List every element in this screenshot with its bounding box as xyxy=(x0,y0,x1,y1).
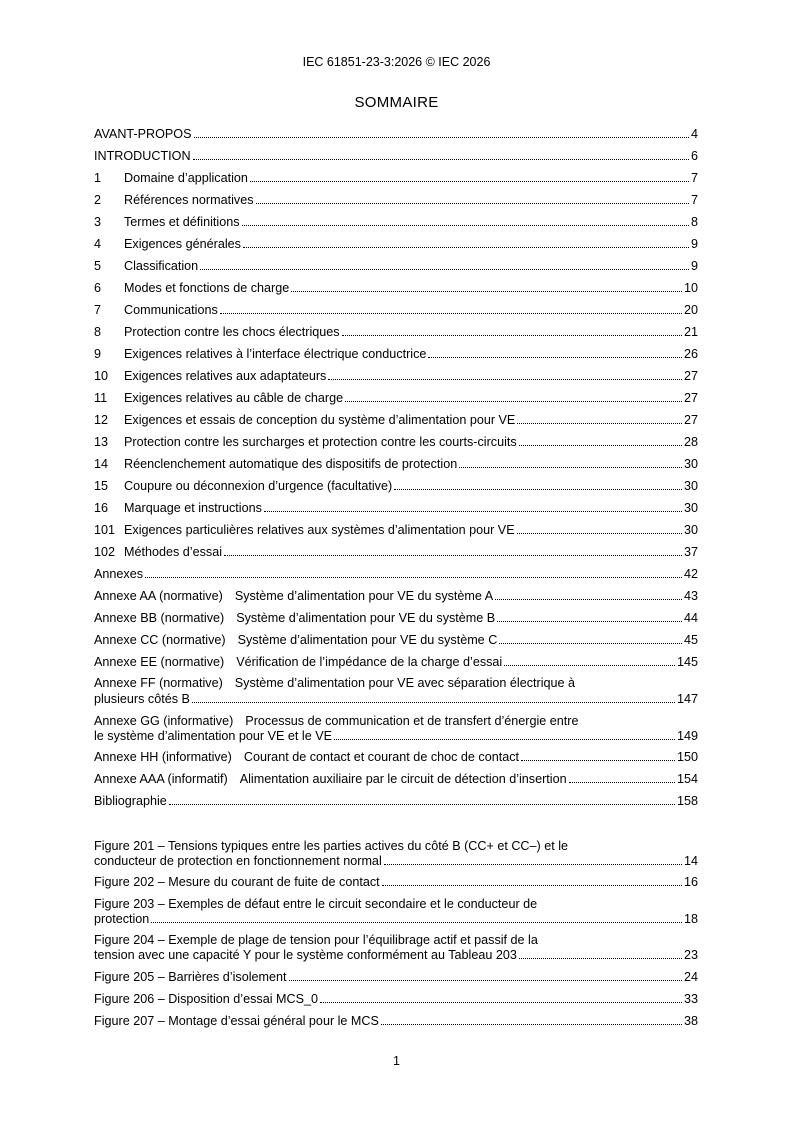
toc-page-number: 9 xyxy=(690,237,698,251)
dot-leader xyxy=(328,378,682,380)
dot-leader xyxy=(521,759,675,761)
toc-page-number: 38 xyxy=(683,1014,698,1028)
dot-leader xyxy=(382,884,682,886)
figure-title-cont: tension avec une capacité Y pour le système conformément au Tableau 203 xyxy=(94,948,517,962)
toc-page-number: 45 xyxy=(683,633,698,647)
toc-page-number: 27 xyxy=(683,369,698,383)
figure-title: Figure 202 – Mesure du courant de fuite de contact xyxy=(94,875,380,889)
toc-clause-number: 15 xyxy=(94,479,109,493)
toc-page-number: 4 xyxy=(690,127,698,141)
dot-leader xyxy=(194,136,689,138)
toc-annex-title: Alimentation auxiliaire par le circuit de détection d’insertion xyxy=(239,772,567,786)
figure-title: Figure 206 – Disposition d’essai MCS_0 xyxy=(94,992,319,1006)
toc-entry-annex[interactable] xyxy=(94,611,698,633)
dot-leader xyxy=(192,701,675,703)
dot-leader xyxy=(200,268,689,270)
toc-page-number: 30 xyxy=(683,479,698,493)
dot-leader xyxy=(517,532,682,534)
toc-page-number: 7 xyxy=(690,193,698,207)
dot-leader xyxy=(320,1001,682,1003)
toc-entry[interactable] xyxy=(94,149,698,171)
toc-annexes xyxy=(94,567,698,677)
toc-clause-number: 10 xyxy=(94,369,109,383)
toc-entry-annex[interactable] xyxy=(94,794,698,816)
toc-annex-label: Annexe GG (informative) xyxy=(94,714,234,728)
dot-leader xyxy=(504,664,675,666)
toc-page-number: 8 xyxy=(690,215,698,229)
toc-entry[interactable] xyxy=(94,259,698,281)
toc-clause-number: 16 xyxy=(94,501,109,515)
toc-annex-title-cont: le système d’alimentation pour VE et le VE xyxy=(94,729,333,743)
dot-leader xyxy=(519,957,682,959)
toc-entry[interactable] xyxy=(94,413,698,435)
toc-page-number: 27 xyxy=(683,413,698,427)
dot-leader xyxy=(334,738,675,740)
toc-page-number: 6 xyxy=(690,149,698,163)
toc-clause-title: Exigences générales xyxy=(124,237,241,251)
toc-clause-number: 14 xyxy=(94,457,109,471)
dot-leader xyxy=(428,356,682,358)
toc-page-number: 24 xyxy=(683,970,698,984)
toc-entry-annex[interactable] xyxy=(94,567,698,589)
figure-title: Figure 207 – Montage d’essai général pour le MCS xyxy=(94,1014,379,1028)
toc-annex-label: Annexes xyxy=(94,567,144,581)
toc-entry[interactable] xyxy=(94,237,698,259)
toc-annex-label: Annexe BB (normative) xyxy=(94,611,225,625)
toc-main xyxy=(94,127,698,567)
toc-clause-number: 2 xyxy=(94,193,102,207)
toc-annex-label: Annexe HH (informative) xyxy=(94,750,232,764)
toc-page-number: 145 xyxy=(676,655,698,669)
toc-annex-title: Système d’alimentation pour VE du système B xyxy=(236,611,496,625)
dot-leader xyxy=(342,334,682,336)
toc-annex-title: Système d’alimentation pour VE avec séparation électrique à xyxy=(234,676,576,690)
toc-clause-number: 6 xyxy=(94,281,102,295)
toc-entry[interactable] xyxy=(94,457,698,479)
toc-entry[interactable] xyxy=(94,523,698,545)
toc-page-number: 26 xyxy=(683,347,698,361)
toc-clause-title: Classification xyxy=(124,259,199,273)
toc-clause-title: Exigences et essais de conception du système d’alimentation pour VE xyxy=(124,413,516,427)
toc-page-number: 154 xyxy=(676,772,698,786)
toc-page-number: 10 xyxy=(683,281,698,295)
toc-entry-annex[interactable] xyxy=(94,633,698,655)
toc-entry[interactable] xyxy=(94,303,698,325)
figure-title-cont: protection xyxy=(94,912,150,926)
toc-entry[interactable] xyxy=(94,193,698,215)
toc-clause-title: Exigences relatives à l’interface électrique conductrice xyxy=(124,347,427,361)
toc-clause-title: Termes et définitions xyxy=(124,215,240,229)
toc-clause-title: Domaine d’application xyxy=(124,171,248,185)
toc-entry[interactable] xyxy=(94,545,698,567)
dot-leader xyxy=(224,554,682,556)
dot-leader xyxy=(256,202,689,204)
dot-leader xyxy=(517,422,682,424)
toc-annex-label: Annexe FF (normative) xyxy=(94,676,223,690)
figure-title: Figure 201 – Tensions typiques entre les parties actives du côté B (CC+ et CC–) et le xyxy=(94,839,569,853)
toc-entry-annex[interactable] xyxy=(94,655,698,677)
toc-page-number: 158 xyxy=(676,794,698,808)
toc-entry[interactable] xyxy=(94,347,698,369)
toc-page-number: 150 xyxy=(676,750,698,764)
toc-page-number: 21 xyxy=(683,325,698,339)
toc-page-number: 30 xyxy=(683,457,698,471)
dot-leader xyxy=(495,598,682,600)
dot-leader xyxy=(459,466,682,468)
toc-annex-title-cont: plusieurs côtés B xyxy=(94,692,190,706)
toc-page-number: 30 xyxy=(683,501,698,515)
toc-entry-figure-207[interactable] xyxy=(94,1014,698,1030)
toc-annex-title: Courant de contact et courant de choc de contact xyxy=(243,750,520,764)
dot-leader xyxy=(345,400,682,402)
page-number: 1 xyxy=(393,1054,400,1068)
dot-leader xyxy=(193,158,689,160)
toc-clause-title: Protection contre les surcharges et protection contre les courts-circuits xyxy=(124,435,517,449)
dot-leader xyxy=(291,290,682,292)
dot-leader xyxy=(151,921,682,923)
toc-entry[interactable] xyxy=(94,369,698,391)
toc-page-number: 27 xyxy=(683,391,698,405)
figure-title: Figure 205 – Barrières d’isolement xyxy=(94,970,287,984)
toc-entry[interactable] xyxy=(94,127,698,149)
toc-entry-figure-201[interactable] xyxy=(94,839,698,870)
toc-clause-title: Marquage et instructions xyxy=(124,501,262,515)
dot-leader xyxy=(243,246,689,248)
dot-leader xyxy=(384,863,682,865)
toc-clause-number: 11 xyxy=(94,391,108,405)
dot-leader xyxy=(569,781,675,783)
toc-entry[interactable] xyxy=(94,391,698,413)
toc-clause-title: Méthodes d’essai xyxy=(124,545,223,559)
toc-clause-title: Exigences relatives au câble de charge xyxy=(124,391,344,405)
toc-entry[interactable] xyxy=(94,171,698,193)
dot-leader xyxy=(169,803,675,805)
toc-annex-label: Annexe CC (normative) xyxy=(94,633,226,647)
dot-leader xyxy=(394,488,682,490)
toc-clause-number: 9 xyxy=(94,347,102,361)
toc-annex-title: Système d’alimentation pour VE du système A xyxy=(234,589,494,603)
dot-leader xyxy=(242,224,689,226)
toc-annex-title: Processus de communication et de transfert d’énergie entre xyxy=(245,714,579,728)
toc-clause-title: Coupure ou déconnexion d’urgence (facultative) xyxy=(124,479,393,493)
toc-entry[interactable] xyxy=(94,435,698,457)
toc-annex-label: Annexe AAA (informatif) xyxy=(94,772,228,786)
toc-page-number: 9 xyxy=(690,259,698,273)
toc-page-number: 14 xyxy=(683,854,698,868)
toc-annex-title: Vérification de l’impédance de la charge d’essai xyxy=(236,655,503,669)
toc-clause-number: 1 xyxy=(94,171,102,185)
toc-clause-number: 101 xyxy=(94,523,116,537)
toc-clause-title: Communications xyxy=(124,303,218,317)
toc-page-number: 16 xyxy=(683,875,698,889)
toc-clause-title: Références normatives xyxy=(124,193,254,207)
toc-clause-number: 4 xyxy=(94,237,102,251)
toc-entry[interactable] xyxy=(94,215,698,237)
toc-page-number: 30 xyxy=(683,523,698,537)
toc-entry-figure-205[interactable] xyxy=(94,970,698,986)
toc-clause-title: Protection contre les chocs électriques xyxy=(124,325,340,339)
toc-entry-figure-206[interactable] xyxy=(94,992,698,1008)
toc-clause-title: AVANT-PROPOS xyxy=(94,127,192,141)
toc-annexes-2 xyxy=(94,750,698,816)
toc-page-number: 33 xyxy=(683,992,698,1006)
toc-entry-figure-204[interactable] xyxy=(94,933,698,964)
toc-page-number: 18 xyxy=(683,912,698,926)
toc-entry-figure-202[interactable] xyxy=(94,875,698,891)
toc-annex-label: Annexe AA (normative) xyxy=(94,589,223,603)
toc-page-number: 20 xyxy=(683,303,698,317)
dot-leader xyxy=(145,576,682,578)
dot-leader xyxy=(381,1023,682,1025)
toc-clause-number: 13 xyxy=(94,435,109,449)
dot-leader xyxy=(497,620,682,622)
toc-page-number: 42 xyxy=(683,567,698,581)
dot-leader xyxy=(289,979,682,981)
toc-clause-title: Réenclenchement automatique des dispositifs de protection xyxy=(124,457,458,471)
toc-page-number: 149 xyxy=(676,729,698,743)
toc-entry-annex-gg[interactable] xyxy=(94,714,698,745)
dot-leader xyxy=(250,180,689,182)
toc-entry[interactable] xyxy=(94,479,698,501)
toc-entry[interactable] xyxy=(94,281,698,303)
toc-annex-title: Système d’alimentation pour VE du système C xyxy=(237,633,498,647)
toc-clause-title: Exigences relatives aux adaptateurs xyxy=(124,369,327,383)
toc-annex-label: Bibliographie xyxy=(94,794,167,808)
page-title: SOMMAIRE xyxy=(354,94,439,111)
toc-clause-number: 8 xyxy=(94,325,102,339)
toc-entry-annex[interactable] xyxy=(94,772,698,794)
toc-clause-number: 102 xyxy=(94,545,116,559)
toc-clause-number: 3 xyxy=(94,215,102,229)
toc-clause-number: 5 xyxy=(94,259,102,273)
dot-leader xyxy=(519,444,682,446)
toc-entry-annex[interactable] xyxy=(94,589,698,611)
toc-annex-label: Annexe EE (normative) xyxy=(94,655,225,669)
document-header: IEC 61851-23-3:2026 © IEC 2026 xyxy=(302,55,491,69)
toc-clause-title: Modes et fonctions de charge xyxy=(124,281,290,295)
toc-page-number: 43 xyxy=(683,589,698,603)
toc-page-number: 23 xyxy=(683,948,698,962)
dot-leader xyxy=(220,312,682,314)
toc-page-number: 28 xyxy=(683,435,698,449)
toc-page-number: 147 xyxy=(676,692,698,706)
figure-title: Figure 203 – Exemples de défaut entre le circuit secondaire et le conducteur de xyxy=(94,897,538,911)
toc-clause-number: 7 xyxy=(94,303,102,317)
toc-clause-title: Exigences particulières relatives aux systèmes d’alimentation pour VE xyxy=(124,523,515,537)
toc-entry-annex-ff[interactable] xyxy=(94,676,698,708)
dot-leader xyxy=(264,510,682,512)
toc-entry-figure-203[interactable] xyxy=(94,897,698,928)
figure-title-cont: conducteur de protection en fonctionnement normal xyxy=(94,854,382,868)
toc-entry[interactable] xyxy=(94,501,698,523)
toc-page-number: 44 xyxy=(683,611,698,625)
figure-list xyxy=(94,839,698,1030)
toc-clause-number: 12 xyxy=(94,413,109,427)
toc-page-number: 37 xyxy=(683,545,698,559)
dot-leader xyxy=(499,642,682,644)
toc-page-number: 7 xyxy=(690,171,698,185)
toc-entry[interactable] xyxy=(94,325,698,347)
figure-title: Figure 204 – Exemple de plage de tension pour l’équilibrage actif et passif de la xyxy=(94,933,538,947)
toc-clause-title: INTRODUCTION xyxy=(94,149,191,163)
toc-entry-annex[interactable] xyxy=(94,750,698,772)
